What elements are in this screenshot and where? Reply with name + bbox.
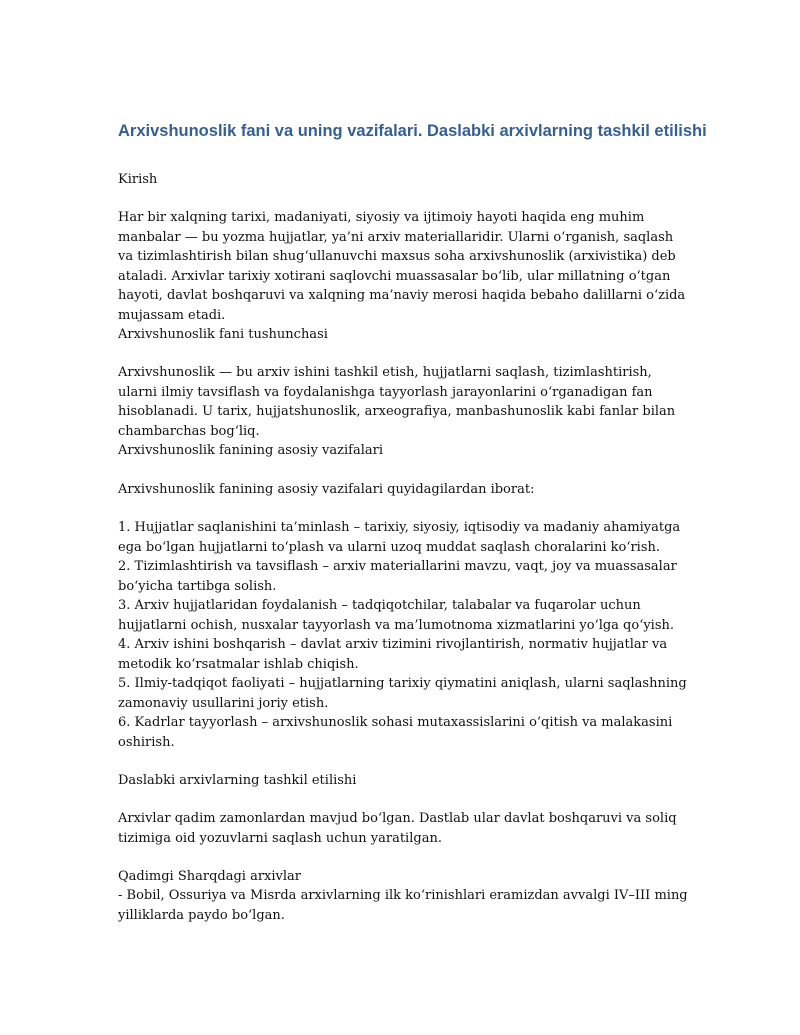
- concept-heading: Arxivshunoslik fani tushunchasi: [118, 327, 328, 342]
- task-item: 4. Arxiv ishini boshqarish – davlat arxiv tizimini rivojlantirish, normativ hujjatlar va metodik ko‘rsatmalar ishlab chiqish.: [118, 637, 668, 672]
- early-archives-heading: Daslabki arxivlarning tashkil etilishi: [118, 773, 357, 788]
- early-archives-paragraph: Arxivlar qadim zamonlardan mavjud bo‘lgan. Dastlab ular davlat boshqaruvi va soliq tizimiga oid yozuvlarni saqlash uchun yaratilgan.: [118, 811, 677, 846]
- tasks-list: [118, 518, 688, 752]
- intro-paragraph: Har bir xalqning tarixi, madaniyati, siyosiy va ijtimoiy hayoti haqida eng muhim manbalar — bu yozma hujjatlar, ya’ni arxiv materiallaridir. Ularni o‘rganish, saqlash va tizimlashtirish bilan shug‘ullanuvchi maxsus soha arxivshunoslik (arxivistika) deb ataladi. Arxivlar tarixiy xotirani saqlovchi muassasalar bo‘lib, ular millatning o‘tgan hayoti, davlat boshqaruvi va xalqning ma’naviy merosi haqida bebaho dalillarni o‘zida mujassam etadi.: [118, 210, 686, 323]
- document-title: Arxivshunoslik fani va uning vazifalari. Daslabki arxivlarning tashkil etilishi: [118, 122, 707, 140]
- tasks-heading: Arxivshunoslik fanining asosiy vazifalari: [118, 443, 383, 458]
- task-item: 6. Kadrlar tayyorlash – arxivshunoslik sohasi mutaxassislarini o‘qitish va malakasini oshirish.: [118, 715, 673, 750]
- tasks-intro: Arxivshunoslik fanining asosiy vazifalari quyidagilardan iborat:: [118, 482, 535, 497]
- ancient-east-item: - Bobil, Ossuriya va Misrda arxivlarning ilk ko‘rinishlari eramizdan avvalgi IV–III ming yilliklarda paydo bo‘lgan.: [118, 888, 688, 923]
- task-item: 3. Arxiv hujjatlaridan foydalanish – tadqiqotchilar, talabalar va fuqarolar uchun hujjatlarni ochish, nusxalar tayyorlash va ma’lumotnoma xizmatlarini yo‘lga qo‘yish.: [118, 598, 675, 633]
- task-item: 1. Hujjatlar saqlanishini ta’minlash – tarixiy, siyosiy, iqtisodiy va madaniy ahamiyatga ega bo‘lgan hujjatlarni to‘plash va ularni uzoq muddat saqlash choralarini ko‘rish.: [118, 520, 681, 555]
- task-item: 2. Tizimlashtirish va tavsiflash – arxiv materiallarini mavzu, vaqt, joy va muassasalar bo‘yicha tartibga solish.: [118, 559, 677, 594]
- ancient-east-heading: Qadimgi Sharqdagi arxivlar: [118, 869, 301, 884]
- intro-heading: Kirish: [118, 172, 158, 187]
- concept-paragraph: Arxivshunoslik — bu arxiv ishini tashkil etish, hujjatlarni saqlash, tizimlashtirish, ularni ilmiy tavsiflash va foydalanishga tayyorlash jarayonlarini o‘rganadigan fan hisoblanadi. U tarix, hujjatshunoslik, arxeografiya, manbashunoslik kabi fanlar bilan chambarchas bog‘liq.: [118, 365, 676, 439]
- task-item: 5. Ilmiy-tadqiqot faoliyati – hujjatlarning tarixiy qiymatini aniqlash, ularni saqlashning zamonaviy usullarini joriy etish.: [118, 676, 687, 711]
